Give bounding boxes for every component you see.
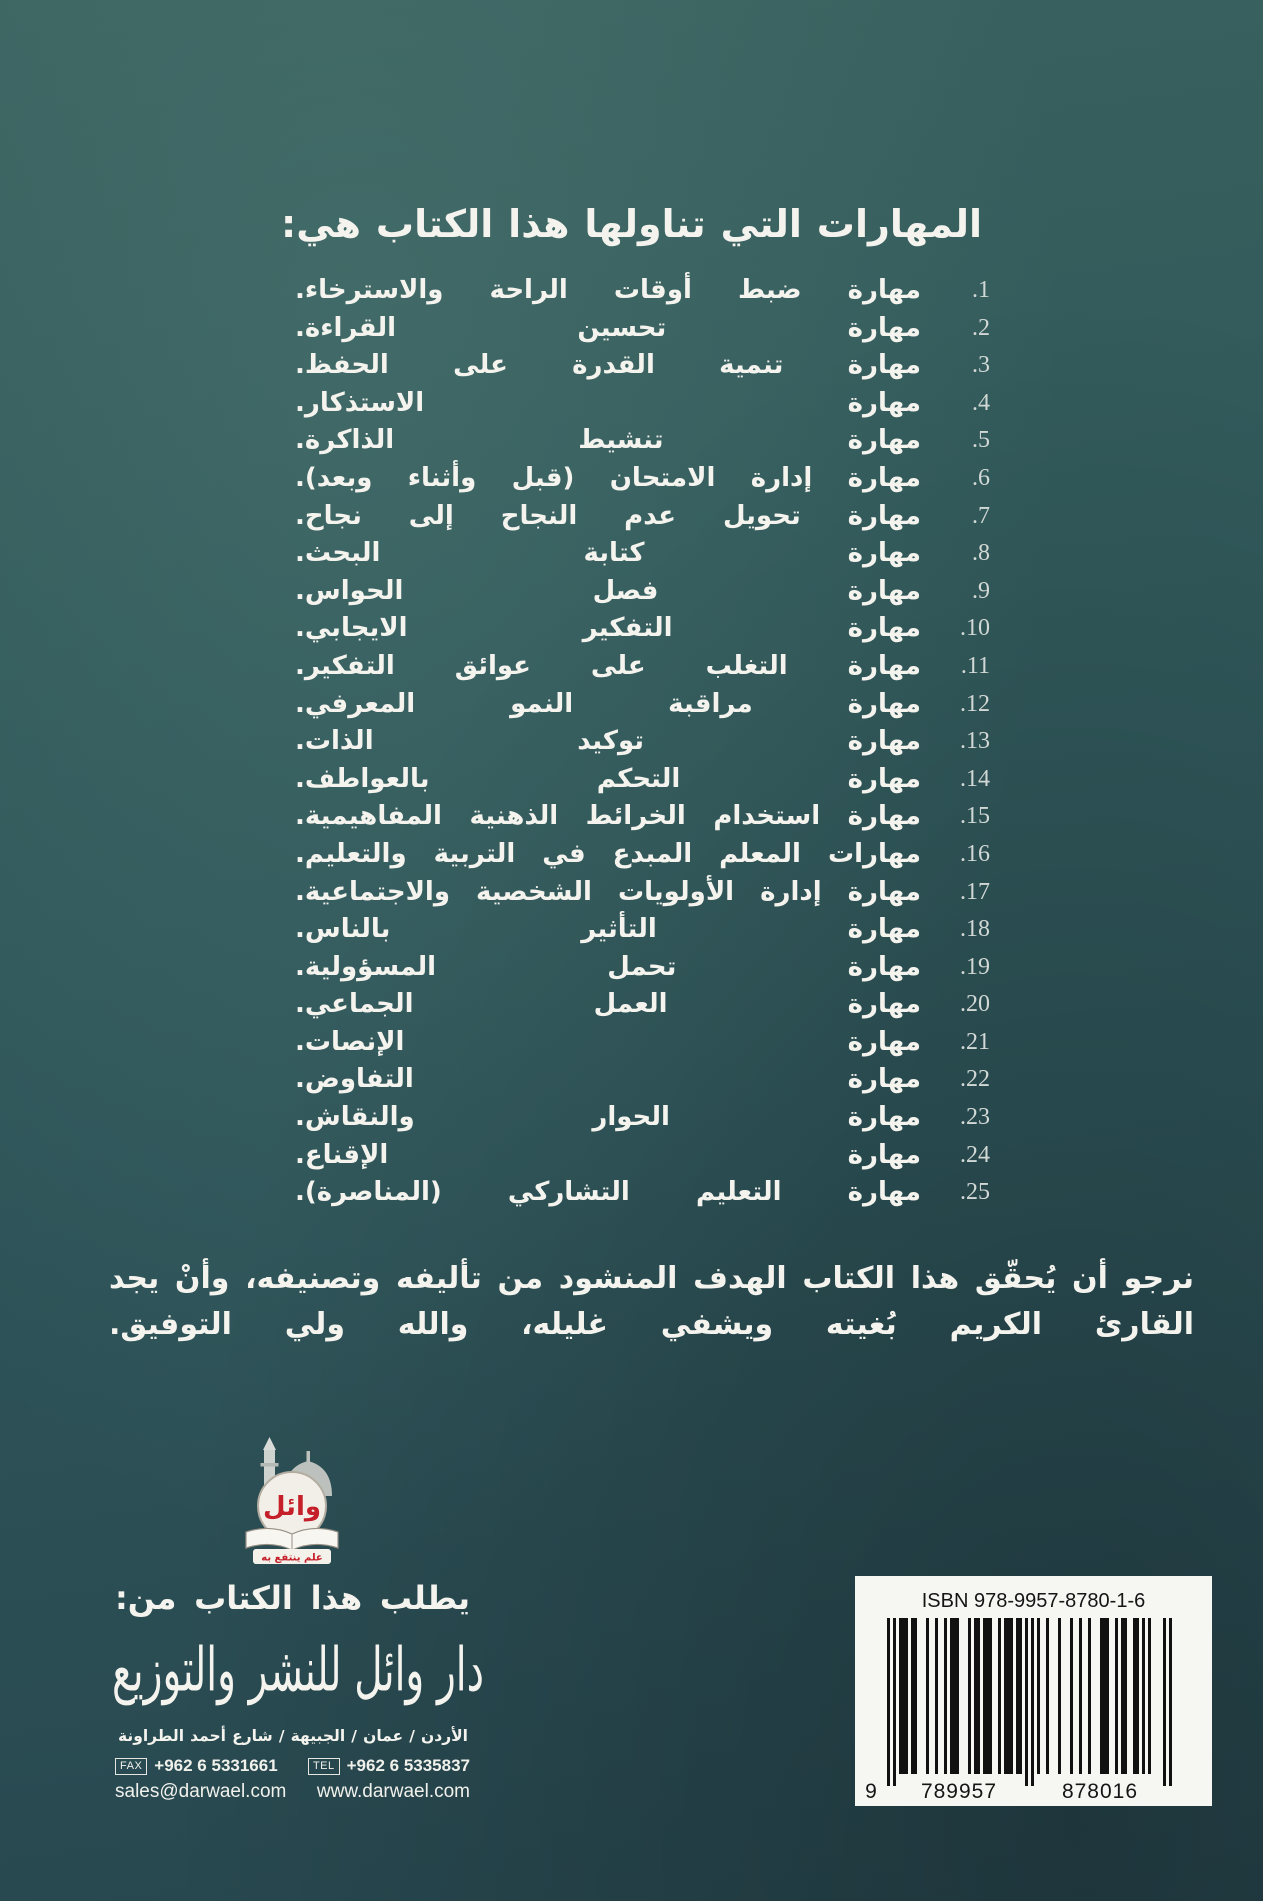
skill-number: 2. [972, 314, 990, 341]
skill-text: مهارة استخدام الخرائط الذهنية المفاهيمية. [295, 801, 921, 832]
skill-item [295, 535, 990, 573]
tel-label: TEL [308, 1758, 340, 1775]
barcode-bar [983, 1618, 992, 1774]
skill-number: 12. [960, 690, 990, 717]
logo-name: وائل [262, 1492, 322, 1522]
skill-item [295, 1099, 990, 1137]
barcode-bar [1133, 1618, 1139, 1774]
barcode-bar [1016, 1618, 1022, 1774]
skill-text: مهارة إدارة الامتحان (قبل وأثناء وبعد). [295, 462, 921, 493]
skill-number: 4. [972, 389, 990, 416]
publisher-name: دار وائل للنشر والتوزيع [112, 1636, 484, 1707]
barcode-guard-bar [1163, 1618, 1166, 1786]
skill-number: 25. [960, 1179, 990, 1206]
skill-text: مهارة الإقناع. [295, 1139, 921, 1170]
barcode-bar [968, 1618, 971, 1774]
skill-number: 9. [972, 577, 990, 604]
skill-item [295, 874, 990, 912]
skill-number: 16. [960, 840, 990, 867]
skill-item [295, 573, 990, 611]
barcode-bar [1148, 1618, 1151, 1774]
skill-text: مهارة تحمل المسؤولية. [295, 951, 921, 982]
tel-number: +962 6 5335837 [346, 1756, 470, 1775]
barcode-bar [944, 1618, 947, 1774]
skill-text: مهارات المعلم المبدع في التربية والتعليم. [295, 838, 921, 869]
skill-number: 23. [960, 1104, 990, 1131]
publisher-email: sales@darwael.com [115, 1781, 287, 1802]
skill-text: مهارة تحسين القراءة. [295, 312, 921, 343]
skill-text: مهارة ضبط أوقات الراحة والاسترخاء. [295, 275, 921, 305]
skill-text: مهارة التغلب على عوائق التفكير. [295, 650, 921, 681]
skill-item [295, 911, 990, 949]
skill-item [295, 385, 990, 423]
skill-number: 24. [960, 1141, 990, 1168]
publisher-website: www.darwael.com [316, 1781, 470, 1802]
barcode-bar [950, 1618, 959, 1774]
skill-number: 1. [972, 277, 990, 303]
skill-number: 3. [972, 352, 990, 379]
barcode-bar [935, 1618, 938, 1774]
skill-text: مهارة التعليم التشاركي (المناصرة). [295, 1177, 921, 1208]
skill-item [295, 460, 990, 498]
isbn-barcode-box [855, 1576, 1212, 1806]
skill-text: مهارة العمل الجماعي. [295, 989, 921, 1020]
skill-number: 10. [960, 615, 990, 642]
publisher-logo [236, 1436, 348, 1566]
barcode-bar [899, 1618, 908, 1774]
skill-number: 7. [972, 502, 990, 529]
isbn-label: ISBN 978-9957-8780-1-6 [921, 1590, 1146, 1612]
skill-item [295, 1024, 990, 1062]
barcode-bar [1004, 1618, 1013, 1774]
barcode-guard-bar [887, 1618, 890, 1786]
skill-item [295, 422, 990, 460]
skill-item [295, 272, 990, 310]
barcode-bar [1058, 1618, 1061, 1774]
barcode-bar [1115, 1618, 1118, 1774]
skill-item [295, 347, 990, 385]
barcode-bars [887, 1618, 1172, 1786]
barcode-bar [1142, 1618, 1145, 1774]
skills-heading: المهارات التي تناولها هذا الكتاب هي: [281, 202, 982, 246]
skill-item [295, 498, 990, 536]
skill-item [295, 1174, 990, 1212]
skill-item [295, 310, 990, 348]
skill-item [295, 1137, 990, 1175]
barcode-bar [1079, 1618, 1082, 1774]
barcode-bar [926, 1618, 929, 1774]
skill-number: 20. [960, 991, 990, 1018]
logo-motto: علم ينتفع به [261, 1552, 323, 1564]
skill-text: مهارة التفاوض. [295, 1064, 921, 1095]
skill-item [295, 723, 990, 761]
barcode-guard-bar [1169, 1618, 1172, 1786]
skill-number: 5. [972, 427, 990, 454]
skill-item [295, 610, 990, 648]
closing-paragraph-line: نرجو أن يُحقّق هذا الكتاب الهدف المنشود من تأليفه وتصنيفه، وأنْ يجد [109, 1261, 1194, 1296]
skill-item [295, 648, 990, 686]
skill-text: مهارة توكيد الذات. [295, 726, 921, 757]
skill-number: 18. [960, 916, 990, 943]
skills-list [295, 272, 990, 1212]
barcode-bar [911, 1618, 917, 1774]
skill-item [295, 798, 990, 836]
publisher-address: الأردن / عمان / الجبيهة / شارع أحمد الطراونة [118, 1727, 468, 1745]
skill-number: 19. [960, 953, 990, 980]
barcode-left-digits: 789957 [920, 1780, 998, 1803]
barcode-guard-bar [893, 1618, 896, 1786]
skill-item [295, 761, 990, 799]
skill-item [295, 1061, 990, 1099]
skill-number: 22. [960, 1066, 990, 1093]
contact-phones [115, 1754, 470, 1778]
skill-item [295, 986, 990, 1024]
skill-text: مهارة تحويل عدم النجاح إلى نجاح. [295, 500, 921, 531]
barcode-bar [974, 1618, 980, 1774]
tel-group [308, 1756, 470, 1776]
skill-item [295, 949, 990, 987]
skill-text: مهارة فصل الحواس. [295, 575, 921, 606]
skill-number: 21. [960, 1028, 990, 1055]
skill-number: 11. [960, 652, 990, 679]
barcode [855, 1576, 1212, 1806]
skill-text: مهارة التفكير الايجابي. [295, 613, 921, 644]
skill-number: 14. [960, 765, 990, 792]
barcode-bar [998, 1618, 1001, 1774]
skill-text: مهارة الحوار والنقاش. [295, 1102, 921, 1133]
barcode-guard-bar [1031, 1618, 1034, 1786]
barcode-bar [1037, 1618, 1040, 1774]
skill-text: مهارة الإنصات. [295, 1026, 921, 1057]
skill-number: 15. [960, 803, 990, 830]
skill-item [295, 686, 990, 724]
barcode-bar [1070, 1618, 1073, 1774]
skill-number: 13. [960, 728, 990, 755]
fax-group [115, 1756, 278, 1776]
skill-number: 17. [960, 878, 990, 905]
barcode-lead-digit: 9 [865, 1780, 877, 1803]
barcode-bar [1046, 1618, 1049, 1774]
skill-text: مهارة كتابة البحث. [295, 538, 921, 569]
skill-text: مهارة الاستذكار. [295, 387, 921, 418]
skill-text: مهارة تنمية القدرة على الحفظ. [295, 350, 921, 381]
skill-text: مهارة تنشيط الذاكرة. [295, 425, 921, 456]
barcode-bar [1088, 1618, 1091, 1774]
skill-number: 8. [972, 540, 990, 567]
skill-text: مهارة التحكم بالعواطف. [295, 763, 921, 794]
order-from-label: يطلب هذا الكتاب من: [115, 1579, 470, 1617]
skill-text: مهارة التأثير بالناس. [295, 914, 921, 945]
fax-label: FAX [115, 1758, 147, 1775]
skill-text: مهارة مراقبة النمو المعرفي. [295, 688, 921, 719]
skill-number: 6. [972, 464, 990, 491]
barcode-guard-bar [1025, 1618, 1028, 1786]
barcode-bar [1121, 1618, 1127, 1774]
barcode-bar [1100, 1618, 1109, 1774]
contact-web [115, 1780, 470, 1804]
barcode-right-digits: 878016 [1061, 1780, 1139, 1803]
closing-paragraph-line: القارئ الكريم بُغيته ويشفي غليله، والله ولي التوفيق. [109, 1307, 1194, 1342]
skill-item [295, 836, 990, 874]
skill-text: مهارة إدارة الأولويات الشخصية والاجتماعية. [295, 876, 921, 907]
fax-number: +962 6 5331661 [154, 1756, 278, 1775]
